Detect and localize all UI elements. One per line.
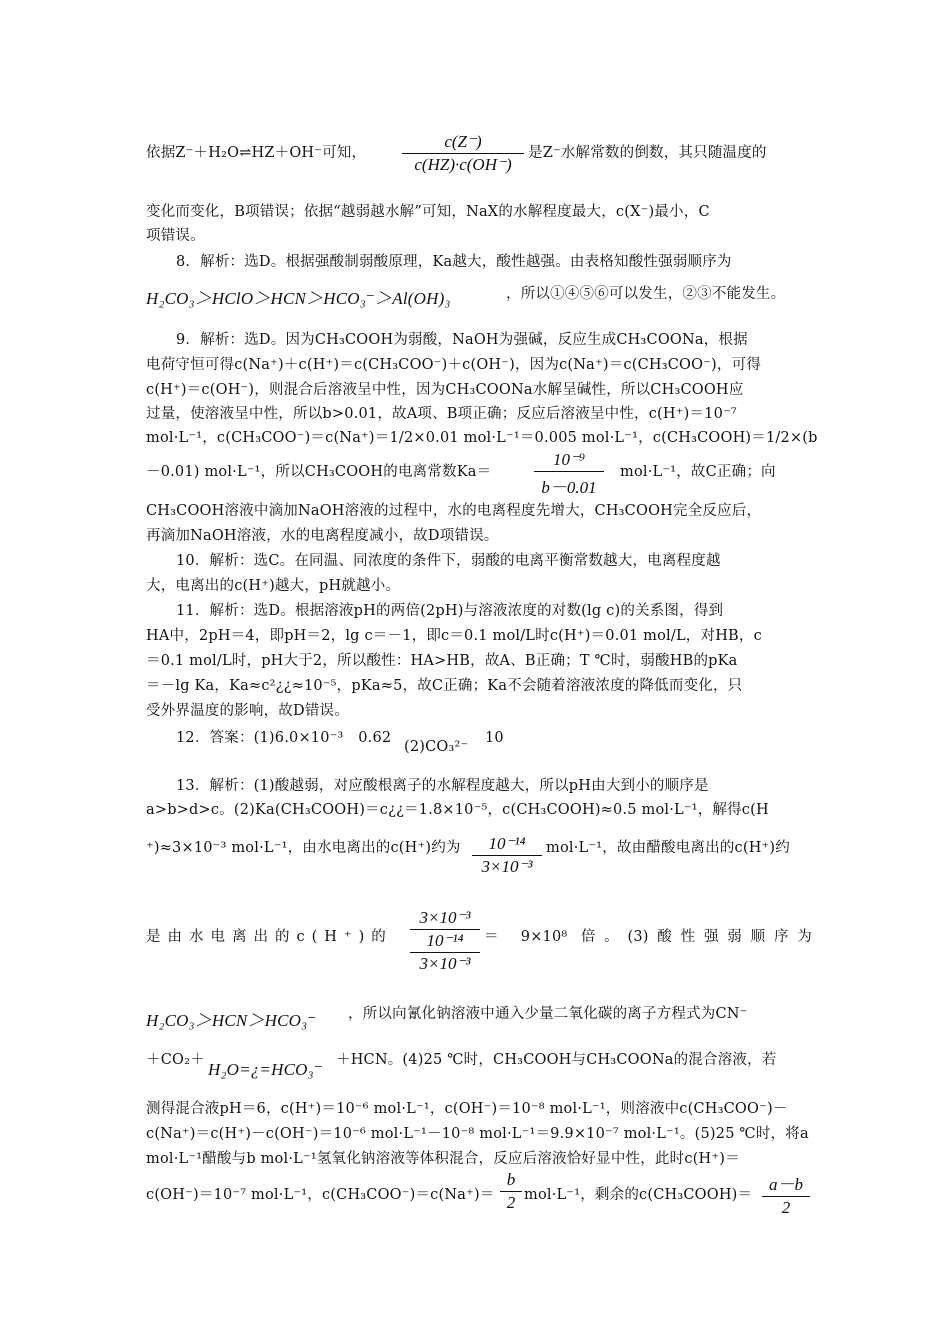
formula-co3: (2)CO₃²⁻ — [404, 739, 469, 755]
text-line: 项错误。 — [146, 228, 205, 244]
fraction-ka — [534, 450, 604, 498]
text-line: 11．解析：选D。根据溶液pH的两倍(2pH)与溶液浓度的对数(lg c)的关系图，得到 — [176, 603, 724, 619]
text-line: ＋HCN。(4)25 ℃时，CH₃COOH与CH₃COONa的混合溶液，若 — [336, 1052, 777, 1068]
text-line: 是Z⁻水解常数的倒数，其只随温度的 — [528, 145, 767, 161]
text-line: mol·L⁻¹，c(CH₃COO⁻)＝c(Na⁺)＝1/2×0.01 mol·L⁻¹＝0.005 mol·L⁻¹，c(CH₃COOH)＝1/2×(b — [146, 430, 818, 446]
formula-acid-order-2: H₂CO₃＞HCN＞HCO₃⁻ — [146, 1011, 317, 1030]
text-line: a>b>d>c。(2)Ka(CH₃COOH)＝c¿¿＝1.8×10⁻⁵，c(CH₃COOH)≈0.5 mol·L⁻¹，解得c(H — [146, 802, 769, 818]
fraction-inner-bar — [410, 952, 480, 953]
fraction-numerator: 3×10⁻³ — [419, 908, 471, 927]
fraction-denominator: c(HZ)·c(OH⁻) — [414, 155, 512, 174]
formula-hco3: H₂O=¿=HCO₃⁻ — [208, 1060, 323, 1079]
fraction-bar — [402, 153, 524, 154]
text-line: mol·L⁻¹，剩余的c(CH₃COOH)＝ — [524, 1187, 753, 1203]
text-line: c(OH⁻)＝10⁻⁷ mol·L⁻¹，c(CH₃COO⁻)＝c(Na⁺)＝ — [146, 1187, 495, 1203]
formula-acid-order: H₂CO₃＞HClO＞HCN＞HCO₃⁻＞Al(OH)₃ — [146, 289, 451, 308]
text-line: 依据Z⁻＋H₂O⇌HZ＋OH⁻可知， — [146, 145, 367, 161]
text-line: 电荷守恒可得c(Na⁺)＋c(H⁺)＝c(CH₃COO⁻)＋c(OH⁻)，因为c(Na⁺)＝c(CH₃COO⁻)，可得 — [146, 357, 762, 373]
text-line: ＝－lg Ka，Ka≈c²¿¿≈10⁻⁵，pKa≈5，故C正确；Ka不会随着溶液浓度的降低而变化，只 — [146, 678, 743, 694]
fraction-denominator: 2 — [781, 1198, 791, 1217]
fraction-denominator: b－0.01 — [541, 478, 597, 497]
fraction-ratio — [410, 908, 480, 974]
fraction-numerator: a－b — [769, 1175, 803, 1194]
text-line: mol·L⁻¹，故C正确；向 — [620, 464, 776, 480]
text-line: 过量，使溶液呈中性，所以b>0.01，故A项、B项正确；反应后溶液呈中性，c(H⁺)＝10⁻⁷ — [146, 406, 737, 422]
fraction-denominator: 3×10⁻³ — [481, 857, 533, 876]
text-line: CH₃COOH溶液中滴加NaOH溶液的过程中，水的电离程度先增大，CH₃COOH完全反应后， — [146, 503, 762, 519]
fraction-bar — [410, 929, 480, 930]
text-line: ，所以①④⑤⑥可以发生，②③不能发生。 — [506, 286, 786, 302]
text-line: mol·L⁻¹，故由醋酸电离出的c(H⁺)约 — [546, 840, 790, 856]
text-line: 大，电离出的c(H⁺)越大，pH就越小。 — [146, 578, 401, 594]
text-line: 10．解析：选C。在同温、同浓度的条件下，弱酸的电离平衡常数越大，电离程度越 — [176, 553, 721, 569]
fraction-numerator: 10⁻¹⁴ — [488, 834, 526, 853]
fraction-water-h — [472, 834, 542, 877]
fraction-bar — [500, 1191, 522, 1192]
fraction-inner-denominator: 3×10⁻³ — [419, 954, 471, 973]
fraction-b-half — [500, 1170, 522, 1213]
text-line: 8．解析：选D。根据强酸制弱酸原理，Ka越大，酸性越强。由表格知酸性强弱顺序为 — [176, 254, 732, 270]
text-line: ⁺)≈3×10⁻³ mol·L⁻¹，由水电离出的c(H⁺)约为 — [146, 840, 461, 856]
fraction-denominator: 2 — [506, 1193, 516, 1212]
text-line: 13．解析：(1)酸越弱，对应酸根离子的水解程度越大，所以pH由大到小的顺序是 — [176, 778, 709, 794]
text-line: 测得混合液pH＝6，c(H⁺)＝10⁻⁶ mol·L⁻¹，c(OH⁻)＝10⁻⁸ mol·L⁻¹，则溶液中c(CH₃COO⁻)－ — [146, 1101, 788, 1117]
fraction-inner-numerator: 10⁻¹⁴ — [426, 931, 464, 950]
fraction-z-hydrolysis — [402, 132, 524, 175]
fraction-numerator: b — [506, 1170, 516, 1189]
text-line: 再滴加NaOH溶液，水的电离程度减小，故D项错误。 — [146, 528, 499, 544]
text-line: 受外界温度的影响，故D错误。 — [146, 703, 349, 719]
text-line: 是由水电离出的c(H⁺)的 — [146, 929, 393, 945]
answer-12: 12．答案：(1)6.0×10⁻³ 0.62 — [176, 730, 392, 746]
fraction-bar — [534, 471, 604, 472]
fraction-numerator: 10⁻⁹ — [553, 450, 585, 469]
text-line: mol·L⁻¹醋酸与b mol·L⁻¹氢氧化钠溶液等体积混合，反应后溶液恰好显中性，此时c(H⁺)＝ — [146, 1151, 740, 1167]
fraction-bar — [472, 855, 542, 856]
fraction-numerator: c(Z⁻) — [444, 132, 482, 151]
text-line: HA中，2pH＝4，即pH＝2，lg c＝－1，即c＝0.1 mol/L时c(H⁺)＝0.01 mol/L，对HB，c — [146, 628, 762, 644]
text-line: －0.01) mol·L⁻¹，所以CH₃COOH的电离常数Ka＝ — [146, 464, 492, 480]
text-line: c(H⁺)＝c(OH⁻)，则混合后溶液呈中性，因为CH₃COONa水解呈碱性，所以CH₃COOH应 — [146, 382, 744, 398]
text-line: ＝0.1 mol/L时，pH大于2，所以酸性：HA>HB，故A、B正确；T ℃时，弱酸HB的pKa — [146, 653, 738, 669]
text-line: ＝ 9×10⁸ 倍。(3)酸性强弱顺序为 — [484, 929, 812, 945]
text-line: ＋CO₂＋ — [146, 1052, 205, 1068]
text-line: ，所以向氰化钠溶液中通入少量二氧化碳的离子方程式为CN⁻ — [348, 1006, 748, 1022]
text-line: 变化而变化，B项错误；依据“越弱越水解”可知，NaX的水解程度最大，c(X⁻)最小，C — [146, 204, 710, 220]
text-line: 10 — [485, 730, 504, 746]
text-line: c(Na⁺)＝c(H⁺)－c(OH⁻)＝10⁻⁶ mol·L⁻¹－10⁻⁸ mol·L⁻¹＝9.9×10⁻⁷ mol·L⁻¹。(5)25 ℃时，将a — [146, 1126, 809, 1142]
fraction-bar — [762, 1196, 810, 1197]
fraction-a-minus-b-half — [762, 1170, 810, 1218]
text-line: 9．解析：选D。因为CH₃COOH为弱酸，NaOH为强碱，反应生成CH₃COONa，根据 — [176, 332, 748, 348]
